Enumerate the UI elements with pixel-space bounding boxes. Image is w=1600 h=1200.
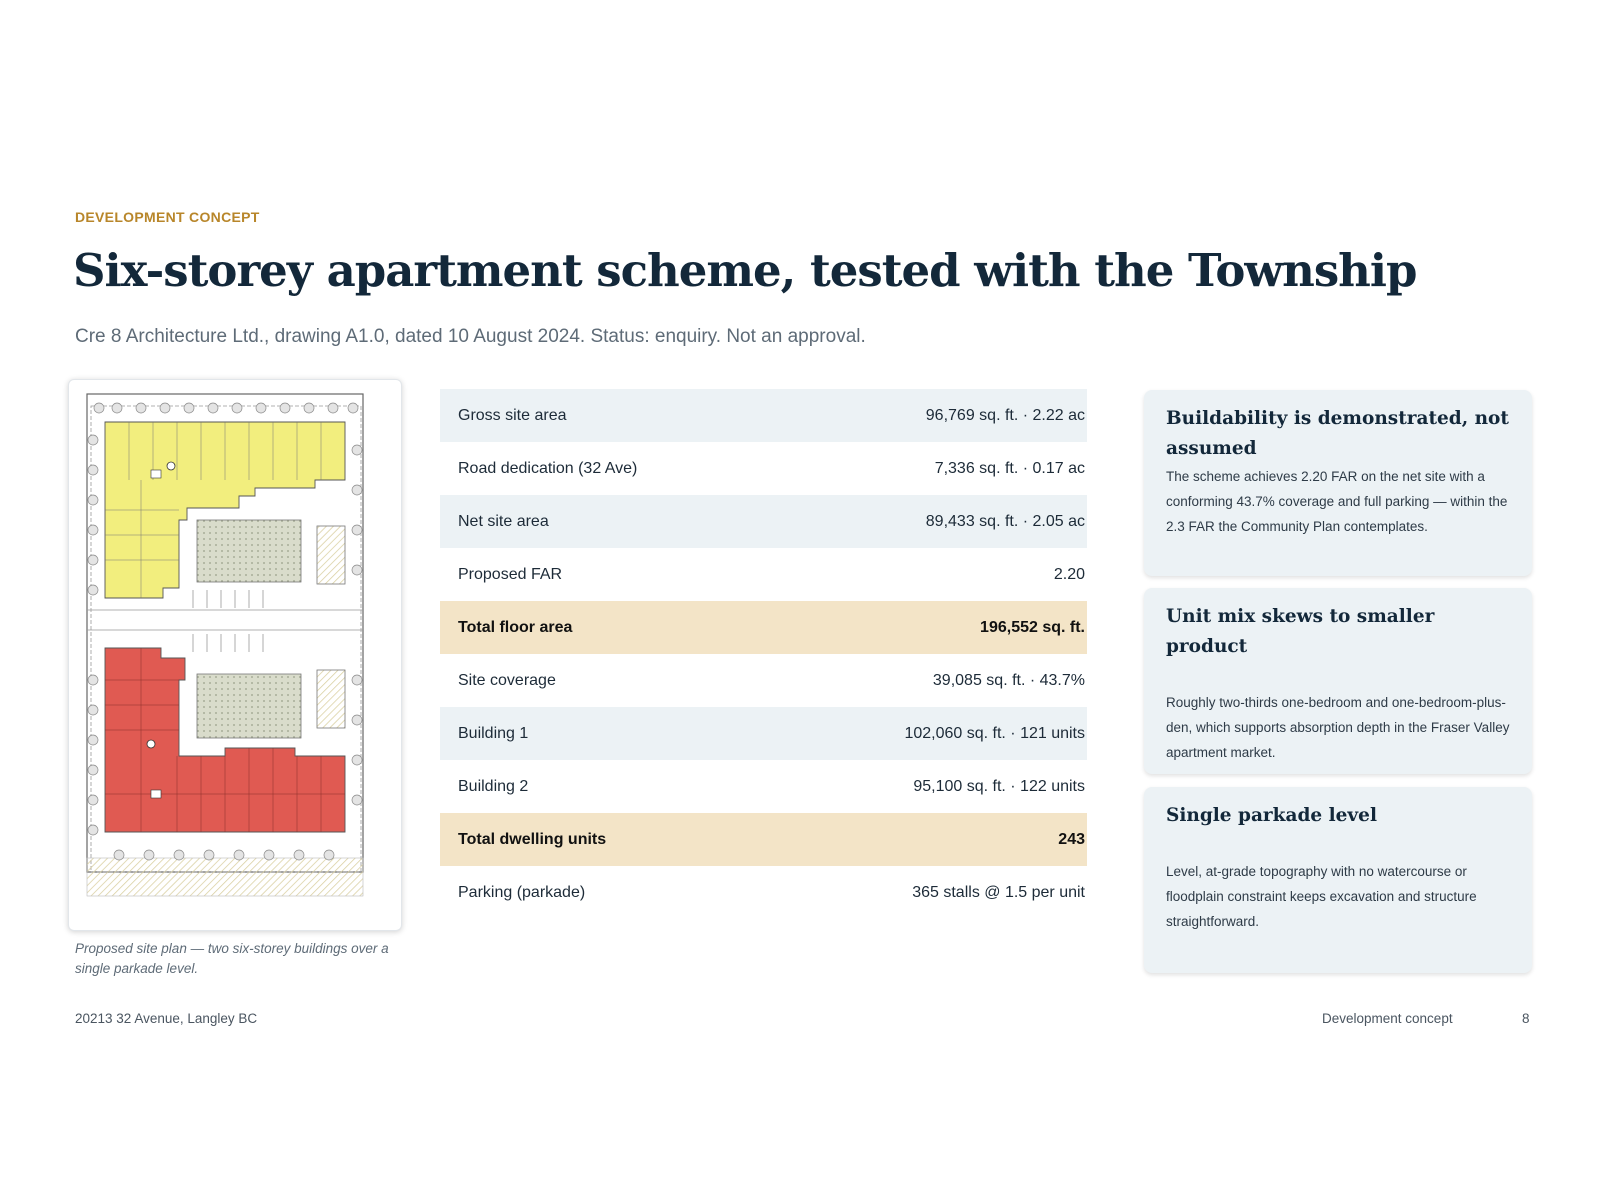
stat-label: Gross site area <box>458 406 567 424</box>
stat-value: 89,433 sq. ft. · 2.05 ac <box>925 512 1085 530</box>
stat-row-total-dwelling-units <box>440 813 1087 866</box>
stat-row-road-dedication <box>440 442 1087 495</box>
stat-value: 196,552 sq. ft. <box>980 618 1085 636</box>
stat-row-site-coverage <box>440 654 1087 707</box>
stat-row-total-floor-area <box>440 601 1087 654</box>
stat-label: Building 1 <box>458 724 529 742</box>
courtyard-1 <box>197 520 301 582</box>
footer-address: 20213 32 Avenue, Langley BC <box>75 1011 258 1026</box>
card-body: Roughly two-thirds one-bedroom and one-bedroom-plus-den, which supports absorption depth in the Fraser Valley apartment market. <box>1166 695 1510 760</box>
stat-value: 95,100 sq. ft. · 122 units <box>913 777 1085 795</box>
site-plan-caption: Proposed site plan — two six-storey buildings over a single parkade level. <box>75 941 389 976</box>
insight-card-parkade <box>1144 787 1532 973</box>
site-statistics-table <box>440 389 1087 919</box>
road-dedication-area <box>87 858 363 896</box>
footer-page-number: 8 <box>1522 1011 1530 1026</box>
stat-value: 2.20 <box>1053 565 1085 583</box>
stat-value: 39,085 sq. ft. · 43.7% <box>932 671 1085 689</box>
footer-section: Development concept <box>1322 1011 1453 1026</box>
card-title: Buildability is demonstrated, not assumed <box>1166 408 1509 459</box>
site-plan-figure <box>68 379 402 931</box>
card-body: The scheme achieves 2.20 FAR on the net site with a conforming 43.7% coverage and full parking — within the 2.3 FAR the Community Plan contemplates. <box>1166 469 1508 534</box>
card-body: Level, at-grade topography with no watercourse or floodplain constraint keeps excavation and structure straightforward. <box>1166 864 1477 929</box>
stat-label: Parking (parkade) <box>458 883 586 901</box>
stat-value: 96,769 sq. ft. · 2.22 ac <box>925 406 1085 424</box>
stat-value: 243 <box>1058 830 1085 848</box>
insight-card-unit-mix <box>1144 588 1532 774</box>
stat-label: Total floor area <box>458 618 573 636</box>
stat-row-net-site-area <box>440 495 1087 548</box>
stat-value: 365 stalls @ 1.5 per unit <box>912 883 1085 901</box>
page-title: Six-storey apartment scheme, tested with the Township <box>73 244 1417 297</box>
stat-value: 102,060 sq. ft. · 121 units <box>904 724 1085 742</box>
stat-label: Road dedication (32 Ave) <box>458 459 638 477</box>
stat-row-building-1 <box>440 707 1087 760</box>
card-title: Single parkade level <box>1166 805 1377 826</box>
stat-value: 7,336 sq. ft. · 0.17 ac <box>934 459 1085 477</box>
stat-label: Site coverage <box>458 671 556 689</box>
stat-label: Proposed FAR <box>458 565 563 583</box>
stat-row-parking <box>440 866 1087 919</box>
card-title: Unit mix skews to smaller product <box>1166 606 1435 657</box>
stat-row-proposed-far <box>440 548 1087 601</box>
stat-label: Total dwelling units <box>458 830 607 848</box>
insight-card-buildability <box>1144 390 1532 576</box>
stat-label: Net site area <box>458 512 549 530</box>
section-eyebrow: DEVELOPMENT CONCEPT <box>75 209 260 225</box>
page-subtitle: Cre 8 Architecture Ltd., drawing A1.0, dated 10 August 2024. Status: enquiry. Not an approval. <box>75 326 866 347</box>
stat-row-building-2 <box>440 760 1087 813</box>
stat-row-gross-site-area <box>440 389 1087 442</box>
site-plan-drawing <box>69 380 402 931</box>
stat-label: Building 2 <box>458 777 529 795</box>
courtyard-2 <box>197 674 301 738</box>
